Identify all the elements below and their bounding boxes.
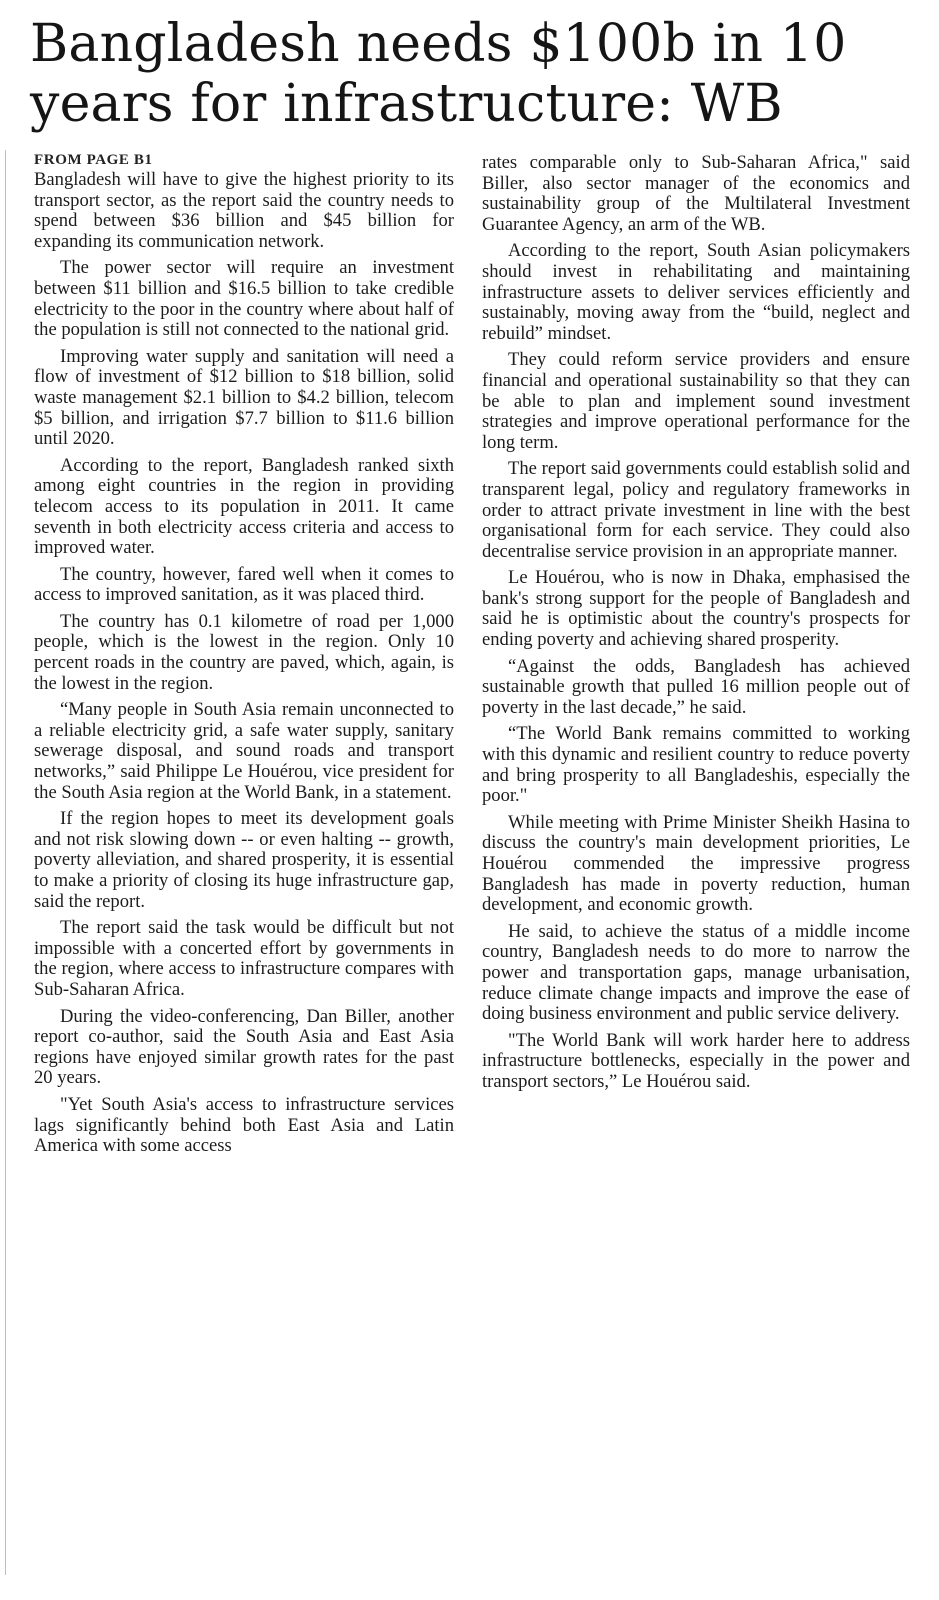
body-paragraph: Improving water supply and sanitation will need a flow of investment of $12 billion to $18 billion, solid waste management $2.1 billion to $4.2 billion, telecom $5 billion, and irrigation $7.7 billion to $11.6 billion until 2020. xyxy=(34,345,454,450)
body-paragraph: The country, however, fared well when it comes to access to improved sanitation, as it was placed third. xyxy=(34,563,454,606)
body-paragraph: The country has 0.1 kilometre of road per 1,000 people, which is the lowest in the region. Only 10 percent roads in the country are paved, which, again, is the lowest in the region. xyxy=(34,610,454,694)
body-paragraph: During the video-conferencing, Dan Biller, another report co-author, said the South Asia and East Asia regions have enjoyed similar growth rates for the past 20 years. xyxy=(34,1005,454,1089)
body-paragraph: He said, to achieve the status of a middle income country, Bangladesh needs to do more to narrow the power and transportation gaps, manage urbanisation, reduce climate change impacts and improve the ease of doing business environment and public service delivery. xyxy=(482,920,910,1025)
body-paragraph: They could reform service providers and ensure financial and operational sustainability so that they can be able to plan and implement sound investment strategies and improve operational performance for the long term. xyxy=(482,349,910,453)
column-rule xyxy=(5,150,6,1575)
from-page-label: FROM PAGE B1 xyxy=(34,152,153,168)
body-paragraph: “Many people in South Asia remain unconnected to a reliable electricity grid, a safe water supply, sanitary sewerage disposal, and sound roads and transport networks,” said Philippe Le Houérou, vice president for the South Asia region at the World Bank, in a statement. xyxy=(34,699,454,803)
body-paragraph: rates comparable only to Sub-Saharan Africa," said Biller, also sector manager of the economics and sustainability group of the Multilateral Investment Guarantee Agency, an arm of the WB. xyxy=(482,152,910,235)
body-paragraph: Bangladesh will have to give the highest priority to its transport sector, as the report said the country needs to spend between $36 billion and $45 billion for expanding its communication network. xyxy=(34,169,454,252)
body-paragraph: "Yet South Asia's access to infrastructure services lags significantly behind both East Asia and Latin America with some access xyxy=(34,1093,454,1157)
body-paragraph: "The World Bank will work harder here to address infrastructure bottlenecks, especially in the power and transport sectors,” Le Houérou said. xyxy=(482,1029,910,1092)
body-paragraph: While meeting with Prime Minister Sheikh Hasina to discuss the country's main development priorities, Le Houérou commended the impressive progress Bangladesh has made in poverty reduction, human development, and economic growth. xyxy=(482,811,910,916)
body-paragraph: If the region hopes to meet its development goals and not risk slowing down -- or even halting -- growth, poverty alleviation, and shared prosperity, it is essential to make a priority of closing its huge infrastructure gap, said the report. xyxy=(34,808,454,912)
body-paragraph: Le Houérou, who is now in Dhaka, emphasised the bank's strong support for the people of Bangladesh and said he is optimistic about the country's prospects for ending poverty and achieving shared prosperity. xyxy=(482,567,910,651)
body-paragraph: According to the report, South Asian policymakers should invest in rehabilitating and maintaining infrastructure assets to deliver services efficiently and sustainably, moving away from the “build, neglect and rebuild” mindset. xyxy=(482,240,910,344)
body-paragraph: The power sector will require an investment between $11 billion and $16.5 billion to take credible electricity to the poor in the country where about half of the population is still not connected to the national grid. xyxy=(34,257,454,341)
body-paragraph: According to the report, Bangladesh ranked sixth among eight countries in the region in providing telecom access to its population in 2011. It came seventh in both electricity access criteria and access to improved water. xyxy=(34,454,454,559)
headline: Bangladesh needs $100b in 10 years for infrastructure: WB xyxy=(30,14,847,134)
body-paragraph: “Against the odds, Bangladesh has achieved sustainable growth that pulled 16 million people out of poverty in the last decade,” he said. xyxy=(482,655,910,718)
body-paragraph: The report said the task would be difficult but not impossible with a concerted effort by governments in the region, where access to infrastructure compares with Sub-Saharan Africa. xyxy=(34,917,454,1000)
left-column xyxy=(34,150,454,1163)
body-paragraph: “The World Bank remains committed to working with this dynamic and resilient country to reduce poverty and bring prosperity to all Bangladeshis, especially the poor." xyxy=(482,723,910,807)
right-column xyxy=(482,153,910,1099)
body-paragraph: The report said governments could establish solid and transparent legal, policy and regulatory frameworks in order to attract private investment in line with the best organisational form for each service. They could also decentralise service provision in an appropriate manner. xyxy=(482,458,910,562)
